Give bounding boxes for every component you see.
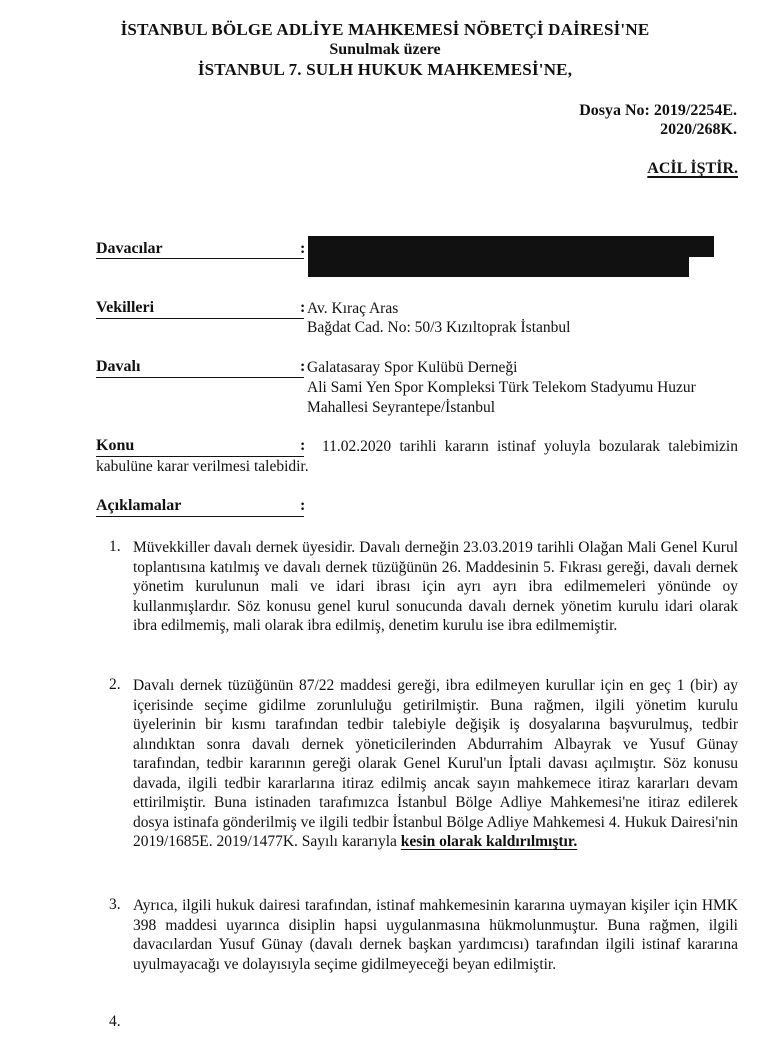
court-heading: İSTANBUL BÖLGE ADLİYE MAHKEMESİ NÖBETÇİ DAİRESİ'NE	[120, 20, 650, 39]
plaintiffs-underline	[96, 258, 304, 259]
paragraph-text: Davalı dernek tüzüğünün 87/22 maddesi gereği, ibra edilmeyen kurullar için en geç 1 (bir) ay içerisinde seçime gidilme zorunluluğu getirilmiştir. Buna rağmen, ilgili yönetim kurulu üyelerinin bir kısmı tarafından tedbir talebiyle değişik iş dosyalarına başvurulmuş, tedbir alındıktan sonra davalı dernek yöneticilerinden Abdurrahim Albayrak ve Yusuf Günay tarafından, tedbir kararının gereği olarak Genel Kurul'un İptali davası açılmıştır. Söz konusu davada, ilgili tedbir kararlarına itiraz edilmiş ancak sayın mahkemece itiraz kararları devam ettirilmiştir. Buna istinaden tarafımızca İstanbul Bölge Adliye Mahkemesi'ne itiraz edilerek dosya istinafa gönderilmiş ve ilgili tedbir İstanbul Bölge Adliye Mahkemesi 4. Hukuk Dairesi'nin 2019/1685E. 2019/1477K. Sayılı kararıyla	[133, 677, 738, 850]
item-number: 3.	[109, 896, 121, 913]
defendant-address: Mahallesi Seyrantepe/İstanbul	[307, 399, 496, 416]
explanation-paragraph: Ayrıca, ilgili hukuk dairesi tarafından, istinaf mahkemesinin kararına uymayan kişiler için HMK 398 maddesi uyarınca disiplin hapsi uygulanmasına hükmolunmuştur. Buna rağmen, ilgili davacılardan Yusuf Günay (davalı dernek başkan yardımcısı) tarafından ilgili istinaf kararına uyulmayacağı ve dolayısıyla seçime gidilmeyeceği beyan edilmiştir.	[133, 897, 738, 973]
attorney-address: Bağdat Cad. No: 50/3 Kızıltoprak İstanbul	[307, 319, 571, 336]
court-subheading: Sunulmak üzere	[329, 41, 441, 58]
redaction-bar	[308, 257, 689, 277]
item-number: 2.	[109, 676, 121, 693]
emphasis-text: kesin olarak kaldırılmıştır.	[400, 833, 578, 850]
attorneys-label: Vekilleri	[96, 299, 155, 316]
defendant-label: Davalı	[96, 358, 141, 375]
court-addressee: İSTANBUL 7. SULH HUKUK MAHKEMESİ'NE,	[197, 60, 573, 79]
plaintiffs-colon: :	[300, 240, 306, 257]
attorneys-underline	[96, 318, 304, 319]
redaction-bar	[308, 236, 714, 257]
attorneys-colon: :	[300, 299, 306, 316]
explanation-paragraph: Müvekkiller davalı dernek üyesidir. Davalı derneğin 23.03.2019 tarihli Olağan Mali Genel Kurul toplantısına katılmış ve davalı dernek tüzüğünün 26. Maddesinin 5. Fıkrası gereği, davalı dernek yönetim kurulunun mali ve idari ibrası için ayrı ayrı ibra edilmemeleri yönünde oy kullanmışlardır. Söz konusu genel kurul sonucunda davalı dernek yönetim kurulu idari olarak ibra edilmemiş, mali olarak ibra edilmiş, denetim kurulu ise ibra edilmemiştir.	[133, 539, 738, 634]
defendant-colon: :	[300, 358, 306, 375]
subject-text: 11.02.2020 tarihli kararın istinaf yoluyla bozularak talebimizin kabulüne karar verilmesi talebidir.	[96, 438, 738, 475]
decision-number: 2020/268K.	[660, 121, 737, 138]
explanations-underline	[96, 516, 304, 517]
item-number: 1.	[109, 538, 121, 555]
explanations-colon: :	[300, 497, 306, 514]
attorney-name: Av. Kıraç Aras	[307, 300, 399, 317]
file-number: Dosya No: 2019/2254E.	[579, 102, 737, 119]
item-number: 4.	[109, 1013, 121, 1030]
plaintiffs-label: Davacılar	[96, 240, 163, 257]
defendant-name: Galatasaray Spor Kulübü Derneği	[307, 359, 518, 376]
subject-label: Konu	[96, 437, 135, 454]
urgent-label: ACİL İŞTİR.	[647, 160, 738, 177]
defendant-address: Ali Sami Yen Spor Kompleksi Türk Telekom Stadyumu Huzur	[307, 379, 696, 396]
explanations-label: Açıklamalar	[96, 497, 182, 514]
defendant-underline	[96, 377, 304, 378]
explanation-paragraph	[133, 676, 738, 852]
subject-colon: :	[300, 437, 306, 454]
